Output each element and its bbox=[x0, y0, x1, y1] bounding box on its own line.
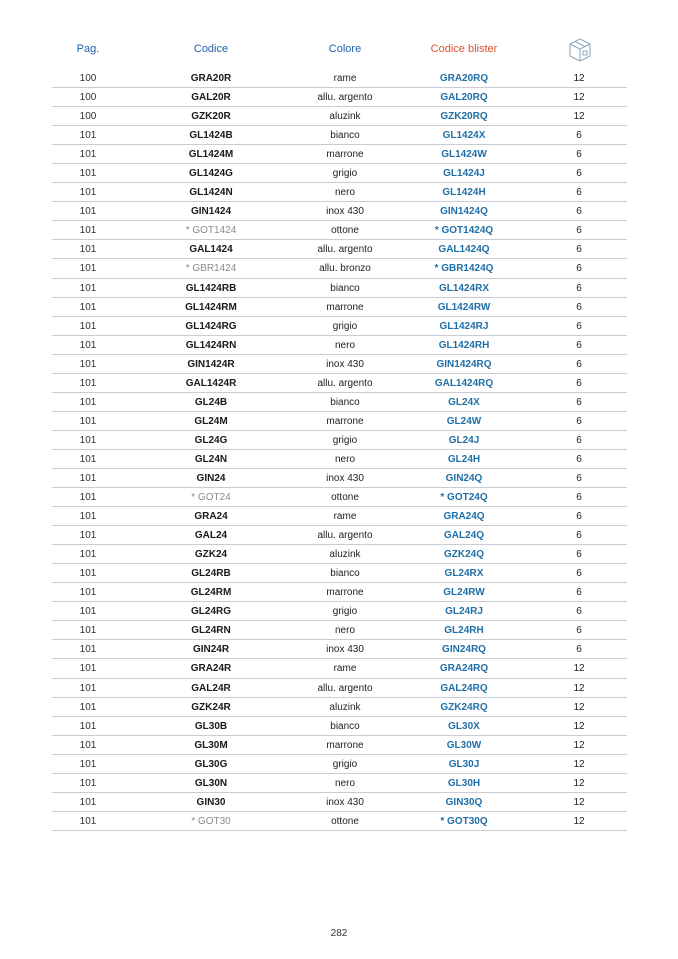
row-colore: nero bbox=[334, 625, 356, 637]
row-codice: GL30N bbox=[194, 777, 228, 789]
table-row bbox=[52, 69, 627, 88]
row-codice: GL1424M bbox=[188, 149, 234, 161]
row-qty: 6 bbox=[576, 587, 582, 599]
row-colore: nero bbox=[334, 339, 356, 351]
row-colore: inox 430 bbox=[326, 206, 364, 218]
table-row bbox=[52, 583, 627, 602]
row-colore: aluzink bbox=[329, 549, 361, 561]
row-codice-blister: GRA20RQ bbox=[439, 73, 489, 84]
row-colore: nero bbox=[334, 453, 356, 465]
row-codice: GL30B bbox=[194, 720, 228, 732]
table-row bbox=[52, 469, 627, 488]
row-pag: 101 bbox=[79, 320, 97, 332]
row-codice: GIN1424R bbox=[187, 358, 235, 370]
row-codice-blister: GL24RJ bbox=[445, 606, 483, 618]
table-row bbox=[52, 812, 627, 831]
table-row bbox=[52, 355, 627, 374]
table-row bbox=[52, 640, 627, 659]
row-codice-blister: GL30W bbox=[446, 739, 482, 751]
row-codice-blister: GIN24RQ bbox=[442, 644, 486, 656]
row-codice: GL30G bbox=[194, 758, 228, 770]
row-colore: grigio bbox=[332, 320, 358, 332]
row-qty: 6 bbox=[576, 320, 582, 332]
row-codice-blister: GL24W bbox=[446, 415, 482, 427]
row-qty: 6 bbox=[576, 415, 582, 427]
row-colore: ottone bbox=[331, 815, 359, 827]
row-pag: 101 bbox=[79, 187, 97, 199]
row-codice: GZK24 bbox=[194, 549, 228, 561]
row-colore: marrone bbox=[326, 415, 364, 427]
row-pag: 101 bbox=[79, 453, 97, 465]
row-codice: GAL1424 bbox=[189, 244, 233, 256]
row-codice: GAL24R bbox=[191, 682, 231, 694]
row-codice: GZK20R bbox=[191, 111, 231, 123]
row-qty: 12 bbox=[573, 73, 585, 84]
row-colore: bianco bbox=[330, 396, 360, 408]
row-colore: grigio bbox=[332, 606, 358, 618]
table-row bbox=[52, 431, 627, 450]
row-qty: 6 bbox=[576, 644, 582, 656]
row-codice-blister: GIN30Q bbox=[445, 796, 483, 808]
row-qty: 12 bbox=[573, 92, 585, 104]
table-row bbox=[52, 374, 627, 393]
row-codice-blister: * GBR1424Q bbox=[434, 263, 494, 275]
row-codice-blister: GL30X bbox=[448, 720, 480, 732]
table-row bbox=[52, 126, 627, 145]
row-codice-blister: GAL1424RQ bbox=[434, 377, 494, 389]
row-codice-blister: GL1424H bbox=[442, 187, 486, 199]
table-row bbox=[52, 545, 627, 564]
row-codice: GL24RN bbox=[191, 625, 231, 637]
table-row bbox=[52, 240, 627, 259]
header-codice-blister: Codice blister bbox=[430, 43, 498, 55]
table-row bbox=[52, 793, 627, 812]
row-codice-blister: GAL20RQ bbox=[440, 92, 488, 104]
row-codice-blister: GIN24Q bbox=[445, 472, 483, 484]
row-qty: 12 bbox=[573, 815, 585, 827]
row-pag: 101 bbox=[79, 739, 97, 751]
row-pag: 101 bbox=[79, 530, 97, 542]
row-pag: 101 bbox=[79, 587, 97, 599]
row-codice: * GBR1424 bbox=[185, 263, 237, 275]
row-codice-blister: GL1424RJ bbox=[439, 320, 489, 332]
table-row bbox=[52, 107, 627, 126]
row-colore: ottone bbox=[331, 225, 359, 237]
row-qty: 6 bbox=[576, 263, 582, 275]
row-codice: GL24RB bbox=[191, 568, 231, 580]
row-codice-blister: GL1424RX bbox=[438, 282, 490, 294]
row-codice: GAL1424R bbox=[185, 377, 237, 389]
row-codice: GL24RG bbox=[190, 606, 232, 618]
row-pag: 101 bbox=[79, 415, 97, 427]
row-qty: 6 bbox=[576, 453, 582, 465]
row-codice: GL30M bbox=[194, 739, 228, 751]
row-qty: 6 bbox=[576, 244, 582, 256]
row-pag: 101 bbox=[79, 168, 97, 180]
row-pag: 101 bbox=[79, 358, 97, 370]
row-qty: 6 bbox=[576, 434, 582, 446]
table-row bbox=[52, 602, 627, 621]
row-colore: rame bbox=[333, 73, 357, 84]
row-pag: 100 bbox=[79, 111, 97, 123]
row-codice: GL24N bbox=[194, 453, 228, 465]
row-colore: grigio bbox=[332, 434, 358, 446]
row-codice-blister: GAL1424Q bbox=[438, 244, 490, 256]
table-row bbox=[52, 526, 627, 545]
row-pag: 101 bbox=[79, 758, 97, 770]
row-colore: rame bbox=[333, 663, 357, 675]
table-row bbox=[52, 488, 627, 507]
row-pag: 101 bbox=[79, 377, 97, 389]
row-codice: GL1424RG bbox=[185, 320, 237, 332]
row-colore: allu. bronzo bbox=[319, 263, 371, 275]
row-colore: allu. argento bbox=[317, 682, 373, 694]
row-pag: 101 bbox=[79, 720, 97, 732]
row-qty: 6 bbox=[576, 339, 582, 351]
row-codice-blister: GRA24RQ bbox=[439, 663, 489, 675]
row-qty: 6 bbox=[576, 472, 582, 484]
row-colore: ottone bbox=[331, 492, 359, 504]
table-row bbox=[52, 221, 627, 240]
row-codice-blister: GL1424RW bbox=[437, 301, 491, 313]
product-table bbox=[52, 69, 627, 831]
row-colore: bianco bbox=[330, 568, 360, 580]
row-qty: 6 bbox=[576, 301, 582, 313]
box-icon bbox=[566, 36, 594, 62]
row-codice-blister: GL1424RH bbox=[438, 339, 490, 351]
row-qty: 6 bbox=[576, 492, 582, 504]
row-pag: 100 bbox=[79, 73, 97, 84]
row-qty: 12 bbox=[573, 663, 585, 675]
row-pag: 101 bbox=[79, 511, 97, 523]
row-pag: 101 bbox=[79, 663, 97, 675]
page-number: 282 bbox=[330, 928, 348, 939]
row-codice-blister: * GOT30Q bbox=[440, 815, 488, 827]
row-pag: 101 bbox=[79, 206, 97, 218]
row-pag: 101 bbox=[79, 682, 97, 694]
row-pag: 101 bbox=[79, 625, 97, 637]
row-codice: GL1424B bbox=[189, 130, 233, 142]
table-row bbox=[52, 183, 627, 202]
table-row bbox=[52, 507, 627, 526]
row-pag: 100 bbox=[79, 92, 97, 104]
row-codice: GL1424RN bbox=[185, 339, 237, 351]
row-codice-blister: GL24J bbox=[448, 434, 480, 446]
table-row bbox=[52, 164, 627, 183]
row-colore: inox 430 bbox=[326, 644, 364, 656]
row-colore: allu. argento bbox=[317, 92, 373, 104]
row-codice-blister: GL24X bbox=[448, 396, 480, 408]
row-qty: 6 bbox=[576, 225, 582, 237]
row-qty: 6 bbox=[576, 530, 582, 542]
row-qty: 6 bbox=[576, 625, 582, 637]
row-qty: 12 bbox=[573, 701, 585, 713]
row-qty: 6 bbox=[576, 206, 582, 218]
row-pag: 101 bbox=[79, 149, 97, 161]
row-codice: GRA24 bbox=[194, 511, 228, 523]
row-codice-blister: GL24H bbox=[447, 453, 481, 465]
row-codice-blister: GZK20RQ bbox=[440, 111, 488, 123]
row-codice: * GOT30 bbox=[191, 815, 231, 827]
table-row bbox=[52, 736, 627, 755]
row-codice: * GOT24 bbox=[191, 492, 231, 504]
row-qty: 6 bbox=[576, 358, 582, 370]
table-row bbox=[52, 564, 627, 583]
table-row bbox=[52, 393, 627, 412]
table-row bbox=[52, 412, 627, 431]
row-qty: 6 bbox=[576, 282, 582, 294]
row-codice: GIN1424 bbox=[190, 206, 232, 218]
row-pag: 101 bbox=[79, 130, 97, 142]
row-colore: allu. argento bbox=[317, 530, 373, 542]
row-codice-blister: GIN1424RQ bbox=[436, 358, 492, 370]
row-qty: 6 bbox=[576, 168, 582, 180]
row-colore: allu. argento bbox=[317, 377, 373, 389]
table-row bbox=[52, 621, 627, 640]
row-pag: 101 bbox=[79, 434, 97, 446]
row-codice-blister: * GOT24Q bbox=[440, 492, 488, 504]
row-codice-blister: GL1424X bbox=[442, 130, 486, 142]
row-pag: 101 bbox=[79, 701, 97, 713]
row-colore: bianco bbox=[330, 282, 360, 294]
row-colore: marrone bbox=[326, 149, 364, 161]
row-colore: marrone bbox=[326, 301, 364, 313]
row-pag: 101 bbox=[79, 492, 97, 504]
row-codice: GL1424RB bbox=[185, 282, 237, 294]
row-codice: GRA20R bbox=[190, 73, 232, 84]
table-row bbox=[52, 717, 627, 736]
table-row bbox=[52, 317, 627, 336]
table-row bbox=[52, 145, 627, 164]
row-codice: GL24M bbox=[194, 415, 228, 427]
row-codice: * GOT1424 bbox=[185, 225, 237, 237]
row-qty: 6 bbox=[576, 187, 582, 199]
row-colore: grigio bbox=[332, 758, 358, 770]
row-codice: GIN24 bbox=[196, 472, 226, 484]
row-pag: 101 bbox=[79, 568, 97, 580]
row-pag: 101 bbox=[79, 396, 97, 408]
row-colore: nero bbox=[334, 187, 356, 199]
row-codice-blister: GL1424J bbox=[443, 168, 485, 180]
table-row bbox=[52, 259, 627, 278]
row-pag: 101 bbox=[79, 244, 97, 256]
row-pag: 101 bbox=[79, 796, 97, 808]
row-codice: GL24RM bbox=[190, 587, 232, 599]
row-codice-blister: GZK24RQ bbox=[440, 701, 488, 713]
row-pag: 101 bbox=[79, 777, 97, 789]
header-pag: Pag. bbox=[76, 43, 100, 55]
row-qty: 6 bbox=[576, 396, 582, 408]
row-pag: 101 bbox=[79, 263, 97, 275]
row-codice: GZK24R bbox=[191, 701, 231, 713]
table-row bbox=[52, 698, 627, 717]
row-codice-blister: GL24RW bbox=[443, 587, 485, 599]
row-pag: 101 bbox=[79, 606, 97, 618]
table-row bbox=[52, 679, 627, 698]
table-row bbox=[52, 279, 627, 298]
row-codice: GL1424RM bbox=[185, 301, 237, 313]
row-qty: 12 bbox=[573, 720, 585, 732]
row-codice-blister: GAL24Q bbox=[443, 530, 485, 542]
row-qty: 6 bbox=[576, 568, 582, 580]
row-codice-blister: GAL24RQ bbox=[440, 682, 488, 694]
row-qty: 12 bbox=[573, 777, 585, 789]
row-codice-blister: GL30J bbox=[448, 758, 480, 770]
table-row bbox=[52, 202, 627, 221]
row-codice-blister: GL30H bbox=[447, 777, 481, 789]
row-codice: GIN24R bbox=[192, 644, 230, 656]
row-pag: 101 bbox=[79, 549, 97, 561]
row-colore: aluzink bbox=[329, 111, 361, 123]
row-codice: GAL20R bbox=[191, 92, 231, 104]
row-pag: 101 bbox=[79, 472, 97, 484]
row-pag: 101 bbox=[79, 815, 97, 827]
row-codice: GL1424N bbox=[189, 187, 233, 199]
row-colore: marrone bbox=[326, 739, 364, 751]
row-qty: 6 bbox=[576, 377, 582, 389]
table-row bbox=[52, 755, 627, 774]
row-colore: nero bbox=[334, 777, 356, 789]
table-row bbox=[52, 336, 627, 355]
row-qty: 12 bbox=[573, 758, 585, 770]
row-codice: GAL24 bbox=[194, 530, 228, 542]
row-codice-blister: GL24RX bbox=[444, 568, 484, 580]
row-qty: 6 bbox=[576, 511, 582, 523]
row-codice-blister: GRA24Q bbox=[443, 511, 485, 523]
row-codice-blister: GZK24Q bbox=[443, 549, 485, 561]
row-qty: 12 bbox=[573, 111, 585, 123]
header-codice: Codice bbox=[193, 43, 229, 55]
row-colore: inox 430 bbox=[326, 358, 364, 370]
row-colore: allu. argento bbox=[317, 244, 373, 256]
row-qty: 6 bbox=[576, 149, 582, 161]
row-codice: GL24B bbox=[194, 396, 228, 408]
row-codice-blister: GL1424W bbox=[441, 149, 487, 161]
row-codice-blister: * GOT1424Q bbox=[434, 225, 494, 237]
header-colore: Colore bbox=[328, 43, 362, 55]
table-header bbox=[52, 36, 627, 62]
row-pag: 101 bbox=[79, 282, 97, 294]
row-codice-blister: GL24RH bbox=[444, 625, 484, 637]
row-colore: marrone bbox=[326, 587, 364, 599]
row-colore: grigio bbox=[332, 168, 358, 180]
row-qty: 12 bbox=[573, 796, 585, 808]
row-qty: 6 bbox=[576, 606, 582, 618]
row-colore: bianco bbox=[330, 130, 360, 142]
row-colore: inox 430 bbox=[326, 796, 364, 808]
row-colore: rame bbox=[333, 511, 357, 523]
row-qty: 12 bbox=[573, 739, 585, 751]
row-pag: 101 bbox=[79, 301, 97, 313]
row-codice: GRA24R bbox=[190, 663, 232, 675]
row-colore: inox 430 bbox=[326, 472, 364, 484]
row-pag: 101 bbox=[79, 225, 97, 237]
table-row bbox=[52, 450, 627, 469]
row-pag: 101 bbox=[79, 644, 97, 656]
row-pag: 101 bbox=[79, 339, 97, 351]
row-qty: 12 bbox=[573, 682, 585, 694]
table-row bbox=[52, 659, 627, 678]
row-qty: 6 bbox=[576, 549, 582, 561]
table-row bbox=[52, 298, 627, 317]
row-colore: bianco bbox=[330, 720, 360, 732]
table-row bbox=[52, 774, 627, 793]
row-qty: 6 bbox=[576, 130, 582, 142]
row-codice-blister: GIN1424Q bbox=[440, 206, 488, 218]
row-codice: GL24G bbox=[194, 434, 228, 446]
row-codice: GL1424G bbox=[189, 168, 233, 180]
table-row bbox=[52, 88, 627, 107]
row-colore: aluzink bbox=[329, 701, 361, 713]
row-codice: GIN30 bbox=[196, 796, 226, 808]
